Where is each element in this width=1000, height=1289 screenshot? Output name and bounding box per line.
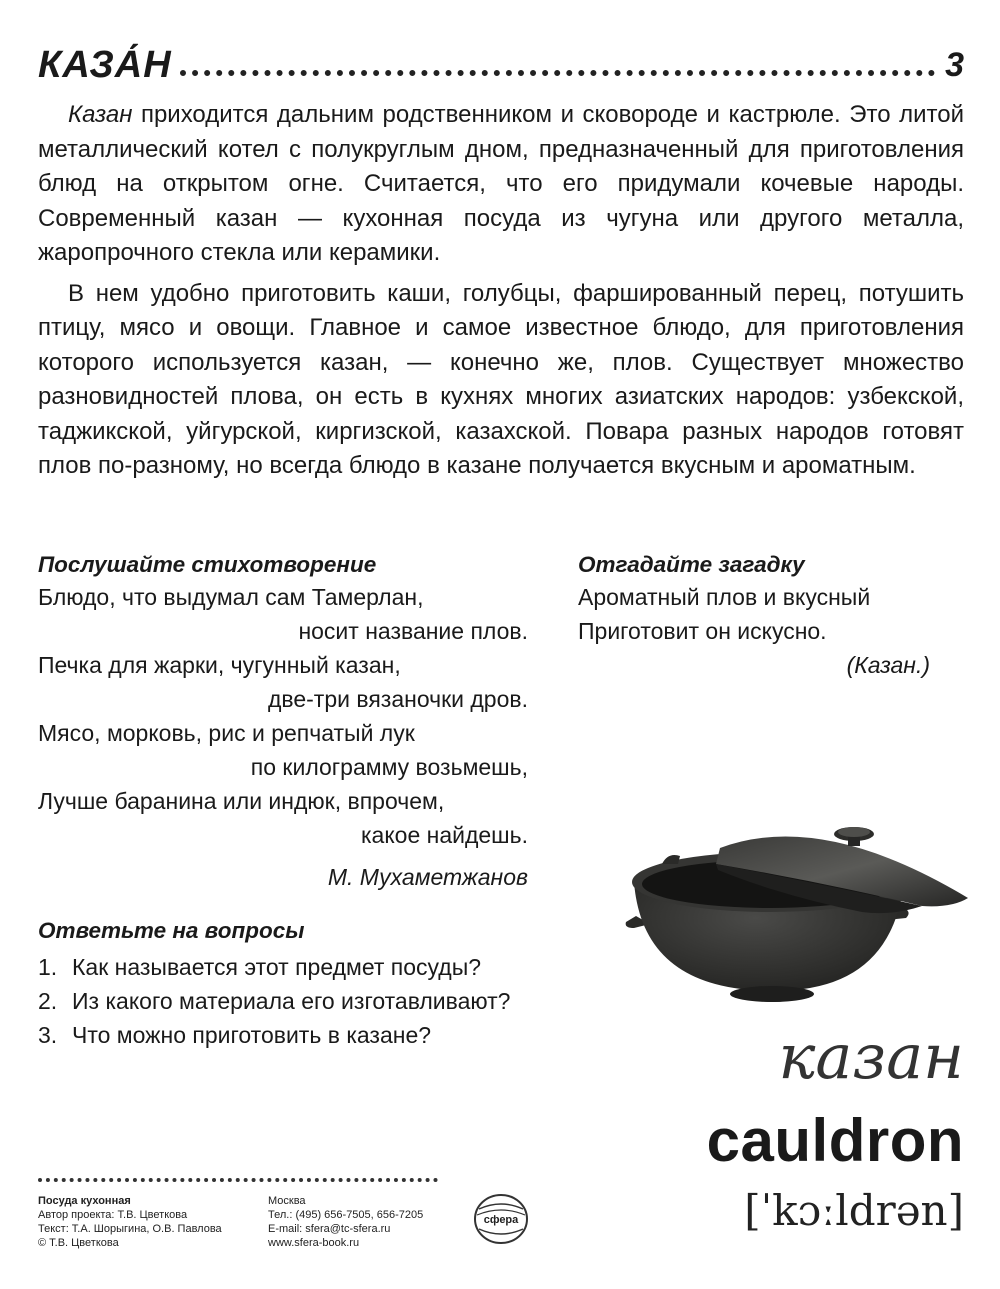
poem-line: две-три вязаночки дров. (267, 686, 528, 712)
question-item (38, 950, 618, 984)
footer-phone: Тел.: (495) 656-7505, 656-7205 (268, 1209, 424, 1221)
footer-divider (38, 1178, 438, 1182)
questions-heading: Ответьте на вопросы (38, 918, 305, 943)
footer-series: Посуда кухонная (38, 1195, 131, 1207)
page-title: КАЗА́Н (38, 44, 172, 86)
poem-heading: Послушайте стихотворение (38, 552, 377, 577)
questions-section (38, 916, 618, 1052)
poem-line: носит название плов. (298, 618, 528, 644)
footer-copyright: © Т.В. Цветкова (38, 1237, 119, 1249)
footer-site: www.sfera-book.ru (268, 1237, 360, 1249)
poem-line: Лучше баранина или индюк, впрочем, (38, 788, 445, 814)
questions-list (38, 950, 618, 1052)
poem-line: Печка для жарки, чугунный казан, (38, 652, 401, 678)
riddle-line: Ароматный плов и вкусный (578, 584, 871, 610)
intro-text (38, 98, 964, 490)
poem-line: Мясо, морковь, рис и репчатый лук (38, 720, 415, 746)
logo-text: сфера (483, 1214, 519, 1226)
poem-section (38, 550, 528, 894)
footer-contacts (268, 1194, 423, 1250)
footer-text-authors: Текст: Т.А. Шорыгина, О.В. Павлова (38, 1223, 222, 1235)
question-item (38, 1018, 618, 1052)
word-transcription: [ˈkɔːldrən] (744, 1186, 964, 1235)
intro-paragraph-1-text: приходится дальним родственником и сковороде и кастрюле. Это литой металлический котел с полукруглым дном, предназначенный для приготовления блюд на открытом огне. Считается, что его придумали кочевые народы. Современный казан — кухонная посуда из чугуна или другого металла, жаропрочного стекла или керамики. (38, 101, 964, 266)
intro-paragraph-1 (38, 98, 964, 271)
riddle-section (578, 550, 938, 682)
poem-line: по килограмму возьмешь, (250, 754, 528, 780)
intro-lead-word: Казан (68, 101, 133, 128)
riddle-heading: Отгадайте загадку (578, 552, 805, 577)
sfera-logo-icon (470, 1191, 532, 1247)
poem-author: М. Мухаметжанов (327, 864, 528, 890)
riddle-answer: (Казан.) (846, 652, 930, 678)
footer-credits (38, 1194, 222, 1250)
word-russian: казан (778, 1020, 964, 1093)
question-text: Из какого материала его изготавливают? (72, 988, 511, 1014)
page-header (38, 36, 964, 86)
kazan-image (622, 812, 972, 1012)
intro-paragraph-2: В нем удобно приготовить каши, голубцы, фаршированный перец, потушить птицу, мясо и овощи. Главное и самое известное блюдо, для приготовления которого используется казан, — конечно же, плов. Существует множество разновидностей плова, он есть в кухнях многих азиатских народов: узбекской, таджикской, уйгурской, киргизской, казахской. Повара разных народов готовят плов по-разному, но всегда блюдо в казане получается вкусным и ароматным. (38, 279, 964, 479)
footer-email: E-mail: sfera@tc-sfera.ru (268, 1223, 391, 1235)
question-item (38, 984, 618, 1018)
riddle-line: Приготовит он искусно. (578, 618, 827, 644)
question-number: 3. (38, 1022, 58, 1048)
question-number: 2. (38, 988, 58, 1014)
question-text: Что можно приготовить в казане? (72, 1022, 432, 1048)
question-number: 1. (38, 954, 58, 980)
poem-line: какое найдешь. (360, 822, 528, 848)
footer-city: Москва (268, 1195, 306, 1207)
word-english: cauldron (706, 1107, 964, 1174)
question-text: Как называется этот предмет посуды? (72, 954, 482, 980)
poem-line: Блюдо, что выдумал сам Тамерлан, (38, 584, 424, 610)
footer-author: Автор проекта: Т.В. Цветкова (38, 1209, 188, 1221)
page-number: 3 (945, 46, 964, 84)
title-dot-leader (180, 69, 935, 76)
